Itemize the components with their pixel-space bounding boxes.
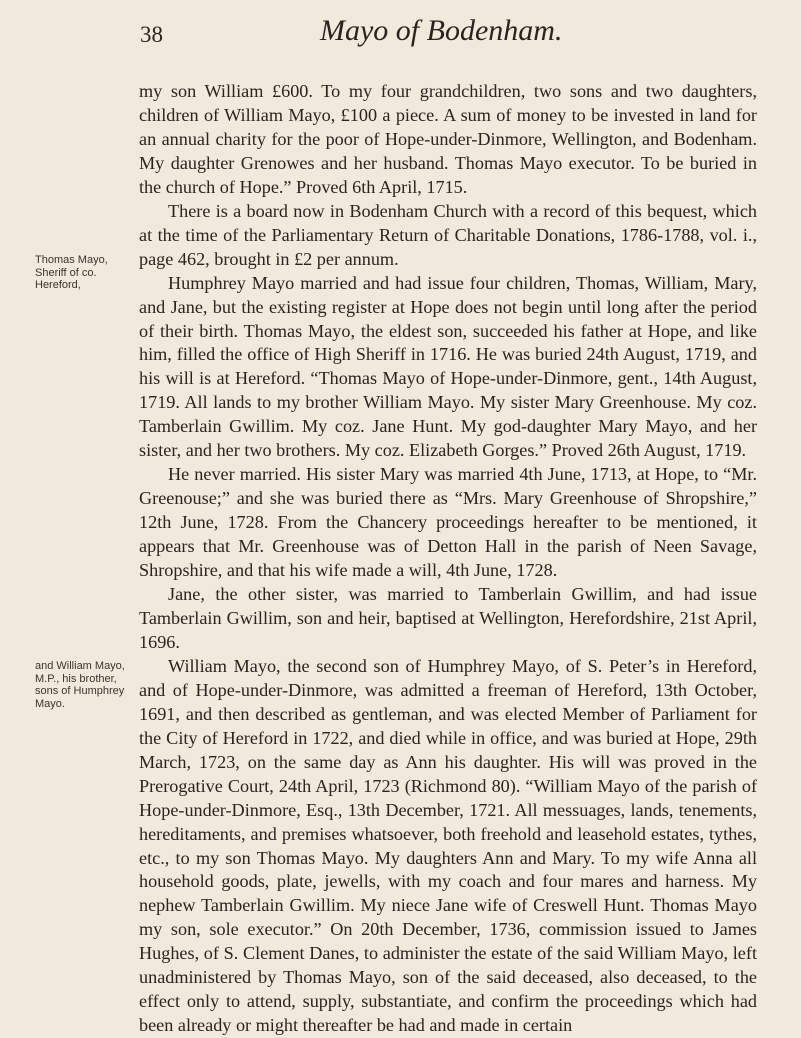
page-header: [0, 14, 801, 54]
paragraph: He never married. His sister Mary was married 4th June, 1713, at Hope, to “Mr. Greenouse;” and she was buried there as “Mrs. Mary Greenhouse of Shropshire,” 12th June, 1728. From the Chancery proceedings hereafter to be mentioned, it appears that Mr. Greenhouse was of Detton Hall in the parish of Neen Savage, Shropshire, and that his wife made a will, 4th June, 1728.: [139, 464, 757, 581]
margin-note-thomas: Thomas Mayo, Sheriff of co. Hereford,: [35, 254, 108, 291]
paragraph: There is a board now in Bodenham Church with a record of this bequest, which at the time of the Parliamentary Return of Charitable Donations, 1786-1788, vol. i., page 462, brought in £2 per annum.: [139, 200, 757, 269]
page-number: 38: [140, 22, 163, 47]
paragraph: William Mayo, the second son of Humphrey Mayo, of S. Peter’s in Hereford, and of Hope-under-Dinmore, was admitted a freeman of Hereford, 13th October, 1691, and then described as gentleman, and was elected Member of Parliament for the City of Hereford in 1722, and died while in office, and was buried at Hope, 29th March, 1723, on the same day as Ann his daughter. His will was proved in the Prerogative Court, 24th April, 1723 (Richmond 80). “William Mayo of the parish of Hope-under-Dinmore, Esq., 13th December, 1721. All messuages, lands, tenements, hereditaments, and premises whatsoever, both freehold and leasehold estates, tythes, etc., to my son Thomas Mayo. My daughters Ann and Mary. To my wife Anna all household goods, plate, jewells, with my coach and four mares and harness. My nephew Tamberlain Gwillim. My niece Jane wife of Creswell Hunt. Thomas Mayo my son, sole executor.” On 20th December, 1736, commission issued to James Hughes, of S. Clement Danes, to administer the estate of the said William Mayo, left unadministered by Thomas Mayo, son of the said deceased, also deceased, to the effect only to attend, supply, substantiate, and confirm the proceedings which had been already or might thereafter be had and made in certain: [139, 655, 757, 1036]
running-title: Mayo of Bodenham.: [320, 14, 563, 47]
paragraph: Jane, the other sister, was married to Tamberlain Gwillim, and had issue Tamberlain Gwillim, son and heir, baptised at Wellington, Herefordshire, 21st April, 1696.: [139, 584, 757, 652]
margin-note-william: and William Mayo, M.P., his brother, sons of Humphrey Mayo.: [35, 660, 125, 710]
body-text: [139, 80, 757, 1038]
paragraph: my son William £600. To my four grandchildren, two sons and two daughters, children of William Mayo, £100 a piece. A sum of money to be invested in land for an annual charity for the poor of Hope-under-Dinmore, Wellington, and Bodenham. My daughter Grenowes and her husband. Thomas Mayo executor. To be buried in the church of Hope.” Proved 6th April, 1715.: [139, 81, 757, 197]
paragraph: Humphrey Mayo married and had issue four children, Thomas, William, Mary, and Jane, but the existing register at Hope does not begin until long after the period of their birth. Thomas Mayo, the eldest son, succeeded his father at Hope, and like him, filled the office of High Sheriff in 1716. He was buried 24th August, 1719, and his will is at Hereford. “Thomas Mayo of Hope-under-Dinmore, gent., 14th August, 1719. All lands to my brother William Mayo. My sister Mary Greenhouse. My coz. Tamberlain Gwillim. My coz. Jane Hunt. My god-daughter Mary Mayo, and her sister, and her two brothers. My coz. Elizabeth Gorges.” Proved 26th August, 1719.: [139, 272, 757, 461]
